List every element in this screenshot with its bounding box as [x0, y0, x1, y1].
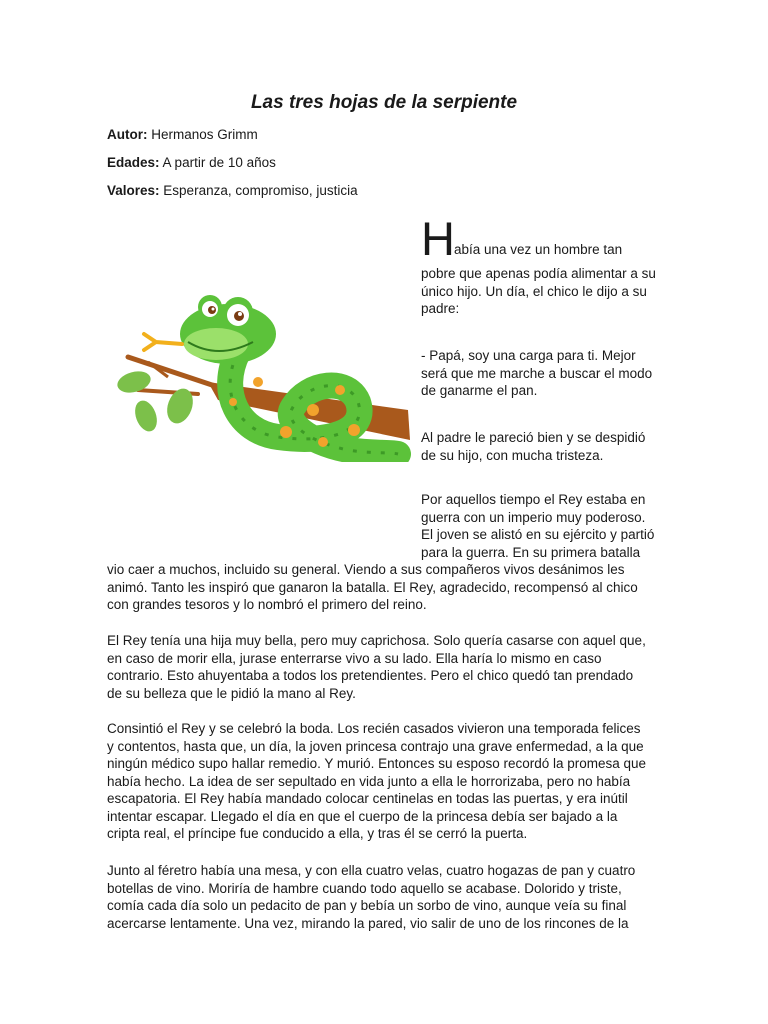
text-line: escapatoria. El Rey había mandado colocar centinelas en todas las puertas, y era inútil [107, 791, 628, 806]
author-label: Autor: [107, 127, 148, 142]
text-line: de ganarme el pan. [421, 383, 538, 398]
text-line: vio caer a muchos, incluido su general. Viendo a sus compañeros vivos desánimos les [107, 562, 625, 577]
author-line [107, 127, 258, 143]
ages-label: Edades: [107, 155, 160, 170]
ages-value: A partir de 10 años [162, 155, 276, 170]
text-line: padre: [421, 301, 460, 316]
dropcap-line [421, 214, 681, 264]
text-line: de su hijo, con mucha tristeza. [421, 447, 604, 463]
text-line: intentar escapar. Llegado el día en que el cuerpo de la princesa debía ser bajado a la [107, 808, 618, 824]
text-line: guerra con un imperio muy poderoso. [421, 509, 646, 525]
paragraph-4-column [421, 491, 671, 561]
snake-on-branch-icon [108, 282, 414, 462]
text-line: Al padre le pareció bien y se despidió [421, 430, 646, 445]
text-line: botellas de vino. Moriría de hambre cuando todo aquello se acabase. Dolorido y triste, [107, 880, 622, 896]
paragraph-4-full [107, 561, 667, 614]
text-line: El Rey tenía una hija muy bella, pero muy caprichosa. Solo quería casarse con aquel que, [107, 633, 646, 648]
text-line: animó. Tanto les inspiró que ganaron la batalla. El Rey, agradecido, recompensó al chico [107, 579, 638, 595]
paragraph-2 [421, 347, 671, 400]
text-line: con grandes tesoros y lo nombró el primero del reino. [107, 597, 427, 612]
paragraph-7 [107, 862, 667, 932]
paragraph-5 [107, 632, 667, 702]
text-line: en caso de morir ella, jurase enterrarse vivo a su lado. Ella haría lo mismo en caso [107, 650, 602, 666]
story-title: Las tres hojas de la serpiente [250, 92, 518, 113]
text-line: cripta real, el príncipe fue conducido a ella, y tras él se cerró la puerta. [107, 826, 528, 841]
text-line: pobre que apenas podía alimentar a su [421, 266, 656, 281]
author-value: Hermanos Grimm [151, 127, 258, 142]
paragraph-6 [107, 720, 667, 843]
text-line: de su belleza que le pidió la mano al Rey. [107, 685, 356, 701]
dropcap-letter: H [421, 212, 455, 265]
text-line: para la guerra. En su primera batalla [421, 544, 641, 560]
text-line: contrario. Esto ahuyentaba a todos los pretendientes. Pero el chico quedó tan prendado [107, 668, 634, 683]
text-line: ningún médico supo hallar remedio. Y murió. Entonces su esposo recordó la promesa que [107, 756, 647, 771]
text-line: acercarse lentamente. Una vez, mirando la pared, vio salir de uno de los rincones de la [107, 915, 629, 931]
paragraph-3 [421, 429, 671, 464]
text-line: y contentos, hasta que, un día, la joven princesa contrajo una grave enfermedad, a la que [107, 738, 644, 754]
paragraph-1 [421, 265, 671, 318]
first-line-text: abía una vez un hombre tan [454, 242, 623, 257]
values-line [107, 183, 358, 199]
text-line: Por aquellos tiempo el Rey estaba en [421, 492, 646, 507]
text-line: - Papá, soy una carga para ti. Mejor [421, 348, 636, 363]
text-line: Junto al féretro había una mesa, y con ella cuatro velas, cuatro hogazas de pan y cuatro [107, 863, 636, 878]
text-line: había hecho. La idea de ser sepultado en vida junto a ella le horrorizaba, pero no había [107, 773, 631, 789]
values-value: Esperanza, compromiso, justicia [163, 183, 358, 198]
text-line: El joven se alistó en su ejército y partió [421, 527, 655, 542]
text-line: comía cada día solo un pedacito de pan y bebía un sorbo de vino, aunque veía su final [107, 898, 627, 913]
text-line: Consintió el Rey y se celebró la boda. Los recién casados vivieron una temporada felices [107, 721, 641, 736]
text-line: será que me marche a buscar el modo [421, 365, 653, 381]
ages-line [107, 155, 276, 171]
text-line: único hijo. Un día, el chico le dijo a su [421, 283, 647, 299]
values-label: Valores: [107, 183, 160, 198]
